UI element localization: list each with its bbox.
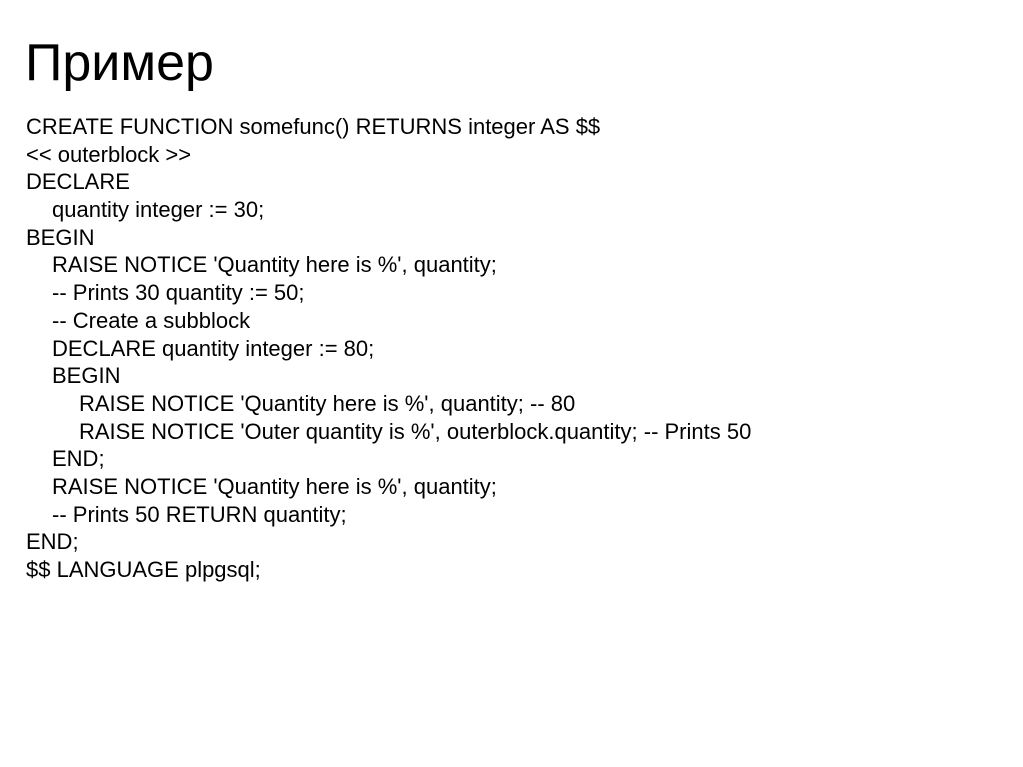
code-line: RAISE NOTICE 'Quantity here is %', quantity; <box>52 252 497 278</box>
code-line: RAISE NOTICE 'Quantity here is %', quantity; -- 80 <box>79 390 576 416</box>
code-line: << outerblock >> <box>26 141 192 167</box>
code-line: DECLARE <box>26 169 130 195</box>
code-line: -- Prints 50 RETURN quantity; <box>52 501 347 527</box>
code-line: RAISE NOTICE 'Outer quantity is %', outerblock.quantity; -- Prints 50 <box>79 418 752 444</box>
code-line: quantity integer := 30; <box>52 197 265 223</box>
code-line: END; <box>52 446 105 472</box>
code-line: BEGIN <box>52 363 121 389</box>
code-line: END; <box>26 529 79 555</box>
code-block <box>26 113 751 584</box>
code-line: BEGIN <box>26 224 95 250</box>
code-line: -- Create a subblock <box>52 307 251 333</box>
code-line: RAISE NOTICE 'Quantity here is %', quantity; <box>52 473 497 499</box>
code-line: -- Prints 30 quantity := 50; <box>52 280 305 306</box>
slide-title: Пример <box>25 34 214 92</box>
code-line: CREATE FUNCTION somefunc() RETURNS integer AS $$ <box>26 114 601 139</box>
code-line: $$ LANGUAGE plpgsql; <box>26 557 261 582</box>
code-line: DECLARE quantity integer := 80; <box>52 335 375 361</box>
